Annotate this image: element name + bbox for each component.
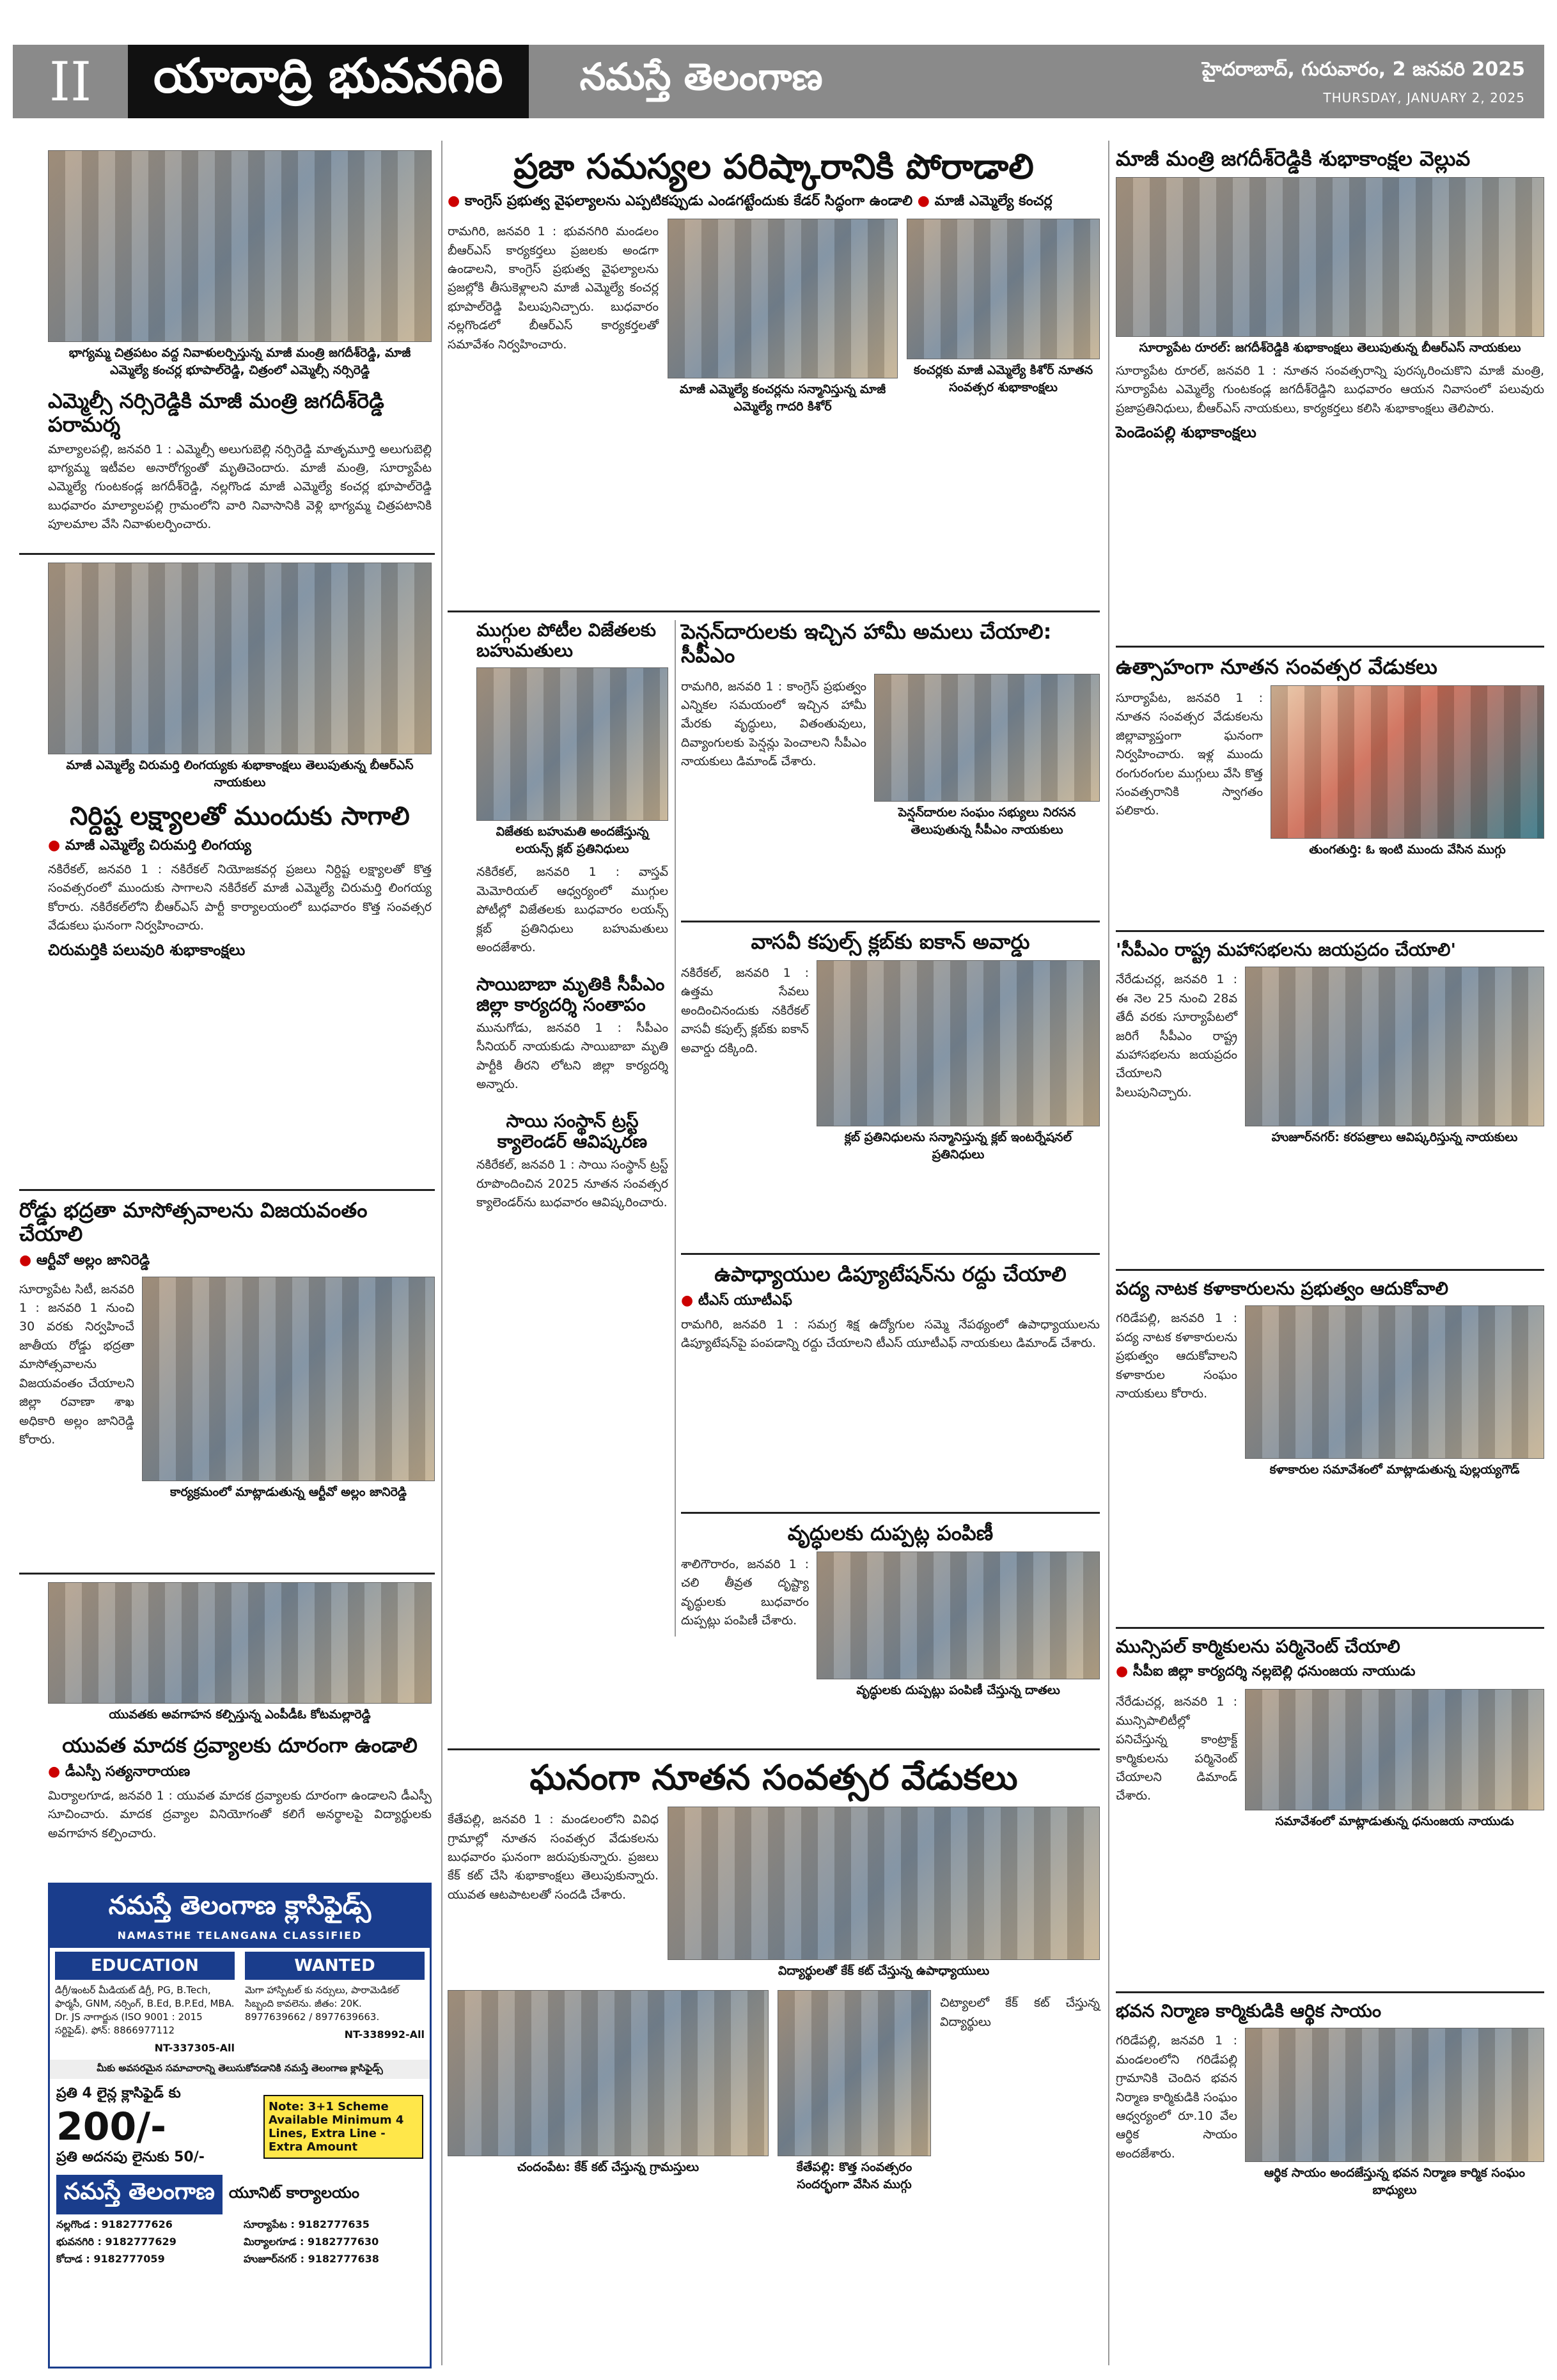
photo-caption: ఆర్థిక సాయం అందజేస్తున్న భవన నిర్మాణ కార్మిక సంఘం బాధ్యులు — [1264, 2166, 1526, 2198]
article-headline: భవన నిర్మాణ కార్మికుడికి ఆర్థిక సాయం — [1116, 2000, 1382, 2021]
photo-caption: భాగ్యమ్మ చిత్రపటం వద్ద నివాళులర్పిస్తున్న మాజీ మంత్రి జగదీశ్‌రెడ్డి, మాజీ ఎమ్మెల్యే కంచర్ల భూపాల్‌రెడ్డి, చిత్రంలో ఎమ్మెల్సీ నర్సిరెడ్డి — [68, 346, 411, 377]
column-divider — [1108, 141, 1109, 2365]
article-body: రామగిరి, జనవరి 1 : కాంగ్రెస్ ప్రభుత్వం ఎన్నికల సమయంలో ఇచ్చిన హామీ మేరకు వృద్ధులు, వితంతువులు, దివ్యాంగులకు పెన్షన్లు పెంచాలని సీపీఎం నాయకులు డిమాండ్ చేశారు. — [681, 679, 866, 769]
date-english: THURSDAY, JANUARY 2, 2025 — [1323, 89, 1525, 105]
ad-offer-line: మీకు అవసరమైన సమాచారాన్ని తెలుసుకోవడానికి నమస్తే తెలంగాణ క్లాసిఫైడ్స్ — [50, 2060, 430, 2079]
article-kicker: ● సీపీఐ జిల్లా కార్యదర్శి నల్లబెల్లి ధనుంజయ నాయుడు — [1116, 1663, 1416, 1680]
section-rule — [681, 1512, 1100, 1514]
article-lead-col3 — [1116, 147, 1544, 445]
photo-caption: కళాకారుల సమావేశంలో మాట్లాడుతున్న పుల్లయ్యగౌడ్ — [1269, 1463, 1520, 1477]
article-newyear-bottom — [448, 1758, 1100, 2195]
section-rule — [1116, 1269, 1544, 1271]
article-headline: ఉత్సాహంగా నూతన సంవత్సర వేడుకలు — [1116, 655, 1437, 679]
article-headline: వృద్ధులకు దుప్పట్ల పంపిణీ — [787, 1521, 994, 1545]
ad-wanted: WANTED మెగా హాస్పిటల్ కు నర్సులు, పారామెడికల్ సిబ్బంది కావలెను. జీతం: 20K. 8977639662 / 8977639663. NT-338992-All — [240, 1948, 430, 2060]
article-kicker: ● మాజీ ఎమ్మెల్యే చిరుమర్తి లింగయ్య — [48, 837, 251, 853]
article-headline: ఉపాధ్యాయుల డిప్యూటేషన్‌ను రద్దు చేయాలి — [714, 1262, 1067, 1286]
section-rule — [19, 1189, 435, 1191]
article-headline: సాయిబాబా మృతికి సీపీఎం జిల్లా కార్యదర్శి సంతాపం — [476, 973, 665, 1015]
article-kicker: ● టీఎస్ యూటీఎఫ్ — [681, 1292, 792, 1309]
masthead — [13, 45, 1544, 118]
article-pension — [681, 620, 1100, 840]
date-telugu: హైదరాబాద్, గురువారం, 2 జనవరి 2025 — [1201, 58, 1525, 81]
photo-caption: పెన్షన్‌దారుల సంఘం సభ్యులు నిరసన తెలుపుతున్న సీపీఎం నాయకులు — [898, 805, 1076, 837]
article-subhead: పెండెంపల్లి శుభాకాంక్షలు — [1116, 423, 1256, 442]
photo-caption: కార్యక్రమంలో మాట్లాడుతున్న ఆర్టీవో అల్లం జానిరెడ్డి — [170, 1484, 407, 1499]
article-body: సూర్యాపేట, జనవరి 1 : నూతన సంవత్సర వేడుకలను జిల్లావ్యాప్తంగా ఘనంగా నిర్వహించారు. ఇళ్ల ముందు రంగురంగుల ముగ్గులు వేసి కొత్త సంవత్సరానికి స్వాగతం పలికారు. — [1116, 690, 1263, 818]
section-rule — [19, 553, 435, 555]
article-body: నేరేడుచర్ల, జనవరి 1 : మున్సిపాలిటీల్లో పనిచేస్తున్న కాంట్రాక్ట్ కార్మికులను పర్మినెంట్ చేయాలని డిమాండ్ చేశారు. — [1116, 1695, 1237, 1803]
section-rule — [1116, 1991, 1544, 1993]
classified-ad — [48, 1883, 432, 2368]
article-lead-col2 — [448, 147, 1100, 417]
photo-caption: మాజీ ఎమ్మెల్యే కంచర్లను సన్మానిస్తున్న మాజీ ఎమ్మెల్యే గాదరి కిశోర్ — [679, 382, 886, 414]
article-body: కేతేపల్లి, జనవరి 1 : మండలంలోని వివిధ గ్రామాల్లో నూతన సంవత్సర వేడుకలను బుధవారం ఘనంగా జరుపుకున్నారు. ప్రజలు కేక్ కట్ చేసి శుభాకాంక్షలు తెలుపుకున్నారు. యువత ఆటపాటలతో సందడి చేశారు. — [448, 1812, 659, 1902]
article-subhead: చిరుమర్తికి పలువురి శుభాకాంక్షలు — [48, 940, 246, 959]
photo-cpm — [1245, 967, 1544, 1126]
photo-drugs — [48, 1582, 432, 1704]
photo-caption: మాజీ ఎమ్మెల్యే చిరుమర్తి లింగయ్యకు శుభాకాంక్షలు తెలుపుతున్న బీఆర్‌ఎస్ నాయకులు — [66, 758, 414, 789]
photo-condolence — [48, 150, 432, 342]
ad-brand: నమస్తే తెలంగాణ — [56, 2175, 223, 2214]
article-body-tail: చిట్యాలలో కేక్ కట్ చేస్తున్న విద్యార్థులు — [940, 1996, 1100, 2029]
article-body: నకిరేకల్, జనవరి 1 : సాయి సంస్థాన్ ట్రస్ట్ రూపొందించిన 2025 నూతన సంవత్సర క్యాలెండర్‌ను బుధవారం ఆవిష్కరించారు. — [476, 1158, 668, 1209]
photo-newyear-1 — [668, 1807, 1100, 1960]
article-body: రామగిరి, జనవరి 1 : సమగ్ర శిక్ష ఉద్యోగుల సమ్మె నేపథ్యంలో ఉపాధ్యాయులను డిప్యూటేషన్‌పై పంపడాన్ని రద్దు చేయాలని టీఎస్ యూటీఎఫ్ నాయకులు డిమాండ్ చేశారు. — [681, 1317, 1100, 1351]
article-body: నేరేడుచర్ల, జనవరి 1 : ఈ నెల 25 నుంచి 28వ తేదీ వరకు సూర్యాపేటలో జరిగే సీపీఎం రాష్ట్ర మహాసభలను జయప్రదం చేయాలని పిలుపునిచ్చారు. — [1116, 972, 1237, 1100]
photo-rangoli — [476, 667, 668, 821]
article-workers — [1116, 1637, 1544, 1832]
lead-headline: ప్రజా సమస్యల పరిష్కారానికి పోరాడాలి — [513, 146, 1034, 187]
article-headline: 'సీపీఎం రాష్ట్ర మహాసభలను జయప్రదం చేయాలి' — [1116, 939, 1457, 960]
photo-award — [817, 960, 1100, 1126]
article-teachers — [681, 1263, 1100, 1353]
ad-price: 200/- — [56, 2104, 167, 2149]
lead-body: సూర్యాపేట రూరల్, జనవరి 1 : నూతన సంవత్సరాన్ని పురస్కరించుకొని మాజీ మంత్రి, సూర్యాపేట ఎమ్మెల్యే గుంటకండ్ల జగదీశ్‌రెడ్డిని బుధవారం ఆయన నివాసంలో పలువురు ప్రజాప్రతినిధులు, బీఆర్‌ఎస్ నాయకులు, కార్యకర్తలు కలిసి శుభాకాంక్షలు తెలిపారు. — [1116, 363, 1544, 416]
ad-education: EDUCATION డిగ్రీ/ఇంటర్ మీడియట్ డిగ్రీ, PG, B.Tech, ఫార్మసీ, GNM, నర్సింగ్, B.Ed, B.P.Ed, MBA. Dr. JS నాగార్జున (ISO 9001 : 2015 సర్టిఫైడ్). ఫోన్: 8866977112 NT-337305-All — [50, 1948, 240, 2060]
column-divider — [441, 141, 442, 2365]
newspaper-brand: నమస్తే తెలంగాణ — [529, 45, 1183, 118]
photo-lead-col3 — [1116, 177, 1544, 337]
ad-title: నమస్తే తెలంగాణ క్లాసిఫైడ్స్ NAMASTHE TELANGANA CLASSIFIED — [50, 1885, 430, 1948]
article-headline: మున్సిపల్ కార్మికులను పర్మినెంట్ చేయాలి — [1116, 1636, 1400, 1657]
article-headline: పెన్షన్‌దారులకు ఇచ్చిన హామీ అమలు చేయాలి: సీపీఎం — [681, 619, 1052, 667]
article-kicker: ● ఆర్టీవో అల్లం జానిరెడ్డి — [19, 1252, 150, 1268]
article-body: మాల్యాలపల్లి, జనవరి 1 : ఎమ్మెల్సీ అలుగుబెల్లి నర్సిరెడ్డి మాతృమూర్తి అలుగుబెల్లి భాగ్యమ్మ ఇటీవల అనారోగ్యంతో మృతిచెందారు. మాజీ మంత్రి, సూర్యాపేట ఎమ్మెల్యే గుంటకండ్ల జగదీశ్‌రెడ్డి, నల్లగొండ మాజీ ఎమ్మెల్యే కంచర్ల భూపాల్‌రెడ్డి బుధవారం మాల్యాలపల్లి గ్రామంలోని వారి నివాసానికి వెళ్లి భాగ్యమ్మ చిత్రపటానికి పూలమాల వేసి నివాళులర్పించారు. — [48, 442, 432, 532]
article-headline: యువత మాదక ద్రవ్యాలకు దూరంగా ఉండాలి — [62, 1733, 418, 1757]
column-divider — [675, 620, 676, 1637]
section-rule — [1116, 1627, 1544, 1629]
article-headline: ఘనంగా నూతన సంవత్సర వేడుకలు — [529, 1757, 1018, 1798]
article-headline: వాసవీ కపుల్స్ క్లబ్‌కు ఐకాన్ అవార్డు — [751, 929, 1030, 954]
article-body: శాలిగౌరారం, జనవరి 1 : చలి తీవ్రత దృష్ట్యా వృద్ధులకు బుధవారం దుప్పట్లు పంపిణీ చేశారు. — [681, 1557, 809, 1628]
photo-caption: సమావేశంలో మాట్లాడుతున్న ధనుంజయ నాయుడు — [1275, 1814, 1514, 1829]
article-road-safety — [19, 1199, 435, 1502]
lead-headline: మాజీ మంత్రి జగదీశ్‌రెడ్డికి శుభాకాంక్షల వెల్లువ — [1116, 146, 1471, 171]
ad-unit-label: యూనిట్ కార్యాలయం — [228, 2183, 360, 2202]
ad-phones: నల్లగొండ : 9182777626 సూర్యాపేట : 9182777635 భువనగిరి : 9182777629 మిర్యాలగూడ : 9182777630 కోదాడ : 9182777059 హుజూర్‌నగర్ : 9182777638 — [56, 2218, 379, 2265]
photo-lingaiah — [48, 563, 432, 754]
article-headline: సాయి సంస్థాన్ ట్రస్ట్ క్యాలెండర్ ఆవిష్కరణ — [497, 1110, 648, 1152]
article-body: మిర్యాలగూడ, జనవరి 1 : యువత మాదక ద్రవ్యాలకు దూరంగా ఉండాలని డీఎస్పీ సూచించారు. మాదక ద్రవ్యాల వినియోగంతో కలిగే అనర్థాలపై విద్యార్థులకు అవగాహన కల్పించారు. — [48, 1788, 432, 1840]
photo-road-safety — [142, 1277, 435, 1481]
photo-caption: తుంగతుర్తి: ఓ ఇంటి ముందు వేసిన ముగ్గు — [1309, 842, 1506, 857]
photo-caption: సూర్యాపేట రూరల్: జగదీశ్‌రెడ్డికి శుభాకాంక్షలు తెలుపుతున్న బీఆర్‌ఎస్ నాయకులు — [1139, 340, 1521, 355]
ad-price-block: ప్రతి 4 లైన్ల క్లాసిఫైడ్ కు 200/- ప్రతి అదనపు లైనుకు 50/- Note: 3+1 Scheme Available Minimum 4 Lines, Extra Line - Extra Amount — [50, 2079, 430, 2175]
article-headline: నిర్దిష్ట లక్ష్యాలతో ముందుకు సాగాలి — [70, 802, 410, 831]
photo-rangoli-col3 — [1271, 685, 1544, 839]
article-body: గరిడేపల్లి, జనవరి 1 : మండలంలోని గరిడేపల్లి గ్రామానికి చెందిన భవన నిర్మాణ కార్మికుడికి సంఘం ఆధ్వర్యంలో రూ.10 వేల ఆర్థిక సాయం అందజేశారు. — [1116, 2034, 1237, 2161]
lead-kicker: ● కాంగ్రెస్ ప్రభుత్వ వైఫల్యాలను ఎప్పటికప్పుడు ఎండగట్టేందుకు కేడర్ సిద్ధంగా ఉండాలి ● మాజీ ఎమ్మెల్యే కంచర్ల — [448, 193, 1052, 210]
photo-pension — [874, 674, 1100, 802]
section-rule — [681, 921, 1100, 922]
article-rangoli — [476, 620, 668, 1212]
date-block — [1183, 45, 1544, 118]
photo-workers — [1245, 1689, 1544, 1810]
section-rule — [1116, 646, 1544, 648]
photo-artists — [1245, 1305, 1544, 1459]
article-body: సూర్యాపేట సిటీ, జనవరి 1 : జనవరి 1 నుంచి 30 వరకు నిర్వహించే జాతీయ రోడ్డు భద్రతా మాసోత్సవాలను విజయవంతం చేయాలని జిల్లా రవాణా శాఖ అధికారి అల్లం జానిరెడ్డి కోరారు. — [19, 1282, 134, 1447]
article-lingaiah — [48, 563, 432, 963]
article-body: గరిడేపల్లి, జనవరి 1 : పద్య నాటక కళాకారులను ప్రభుత్వం ఆదుకోవాలని కళాకారుల సంఘం నాయకులు కోరారు. — [1116, 1311, 1237, 1401]
photo-caption: చందంపేట: కేక్ కట్ చేస్తున్న గ్రామస్తులు — [517, 2160, 700, 2175]
article-headline: రోడ్డు భద్రతా మాసోత్సవాలను విజయవంతం చేయాలి — [19, 1198, 368, 1246]
article-artists — [1116, 1279, 1544, 1480]
article-drugs — [48, 1582, 432, 1843]
section-rule — [448, 1748, 1100, 1750]
article-body: నకిరేకల్, జనవరి 1 : వాస్తవ్ మెమోరియల్ ఆధ్వర్యంలో ముగ్గుల పోటీల్లో విజేతలకు బుధవారం లయన్స్ క్లబ్ ప్రతినిధులు బహుమతులు అందజేశారు. — [476, 865, 668, 955]
photo-caption: యువతకు అవగాహన కల్పిస్తున్న ఎంపీడీఓ కోటమల్లారెడ్డి — [109, 1707, 371, 1722]
section-rule — [681, 1253, 1100, 1255]
photo-blankets — [817, 1552, 1100, 1679]
article-body: నకిరేకల్, జనవరి 1 : ఉత్తమ సేవలు అందించినందుకు నకిరేకల్ వాసవీ కపుల్స్ క్లబ్‌కు ఐకాన్ అవార్డు దక్కింది. — [681, 965, 809, 1055]
article-newyear-col3 — [1116, 655, 1544, 860]
article-help — [1116, 2001, 1544, 2200]
article-award — [681, 930, 1100, 1165]
photo-caption: విజేతకు బహుమతి అందజేస్తున్న లయన్స్ క్లబ్ ప్రతినిధులు — [496, 825, 649, 857]
photo-help — [1245, 2028, 1544, 2162]
section-rule — [448, 611, 1100, 612]
article-kicker: ● డీఎస్పీ సత్యనారాయణ — [48, 1763, 191, 1780]
article-cpm-col3 — [1116, 940, 1544, 1147]
article-body: మునుగోడు, జనవరి 1 : సీపీఎం సీనియర్ నాయకుడు సాయిబాబా మృతి పార్టీకి తీరని లోటని జిల్లా కార్యదర్శి అన్నారు. — [476, 1020, 668, 1092]
article-blankets — [681, 1521, 1100, 1700]
photo-newyear-3 — [778, 1990, 931, 2156]
article-body: నకిరేకల్, జనవరి 1 : నకిరేకల్ నియోజకవర్గ ప్రజలు నిర్దిష్ట లక్ష్యాలతో కొత్త సంవత్సరంలో ముందుకు సాగాలని నకిరేకల్ మాజీ ఎమ్మెల్యే చిరుమర్తి లింగయ్య కోరారు. నకిరేకల్‌లోని బీఆర్‌ఎస్ పార్టీ కార్యాలయంలో బుధవారం కొత్త సంవత్సర వేడుకలు ఘనంగా నిర్వహించారు. — [48, 862, 432, 933]
photo-caption: కంచర్లకు మాజీ ఎమ్మెల్యే కిశోర్ నూతన సంవత్సర శుభాకాంక్షలు — [913, 363, 1093, 395]
ad-note: Note: 3+1 Scheme Available Minimum 4 Lines, Extra Line - Extra Amount — [263, 2095, 423, 2159]
section-rule — [19, 1573, 435, 1575]
article-headline: ఎమ్మెల్సీ నర్సిరెడ్డికి మాజీ మంత్రి జగదీశ్‌రెడ్డి పరామర్శ — [48, 389, 384, 437]
photo-caption: వృద్ధులకు దుప్పట్లు పంపిణీ చేస్తున్న దాతలు — [856, 1683, 1060, 1697]
section-rule — [1116, 930, 1544, 932]
photo-newyear-2 — [448, 1990, 769, 2156]
photo-caption: కేతేపల్లి: కొత్త సంవత్సరం సందర్భంగా వేసిన ముగ్గు — [796, 2160, 912, 2192]
lead-body: రామగిరి, జనవరి 1 : భువనగిరి మండలం బీఆర్‌ఎస్ కార్యకర్తలు ప్రజలకు అండగా ఉండాలని, కాంగ్రెస్ ప్రభుత్వ వైఫల్యాలను ప్రజల్లోకి తీసుకెళ్లాలని మాజీ ఎమ్మెల్యే కంచర్ల భూపాల్‌రెడ్డి పిలుపునిచ్చారు. బుధవారం నల్లగొండలో బీఆర్‌ఎస్ కార్యకర్తలతో సమావేశం నిర్వహించారు. — [448, 224, 659, 352]
district-name: యాదాద్రి భువనగిరి — [128, 45, 529, 118]
article-headline: ముగ్గుల పోటీల విజేతలకు బహుమతులు — [476, 619, 656, 662]
page-number: II — [13, 45, 128, 118]
photo-lead-col2 — [668, 219, 898, 378]
photo-caption: విద్యార్థులతో కేక్ కట్ చేస్తున్న ఉపాధ్యాయులు — [778, 1964, 990, 1979]
article-headline: పద్య నాటక కళాకారులను ప్రభుత్వం ఆదుకోవాలి — [1116, 1278, 1448, 1299]
photo-caption: క్లబ్ ప్రతినిధులను సన్మానిస్తున్న క్లబ్ ఇంటర్నేషనల్ ప్రతినిధులు — [844, 1130, 1072, 1162]
article-condolence — [48, 150, 432, 534]
photo-caption: హుజూర్‌నగర్: కరపత్రాలు ఆవిష్కరిస్తున్న నాయకులు — [1271, 1130, 1518, 1145]
photo-small-col2 — [907, 219, 1100, 359]
